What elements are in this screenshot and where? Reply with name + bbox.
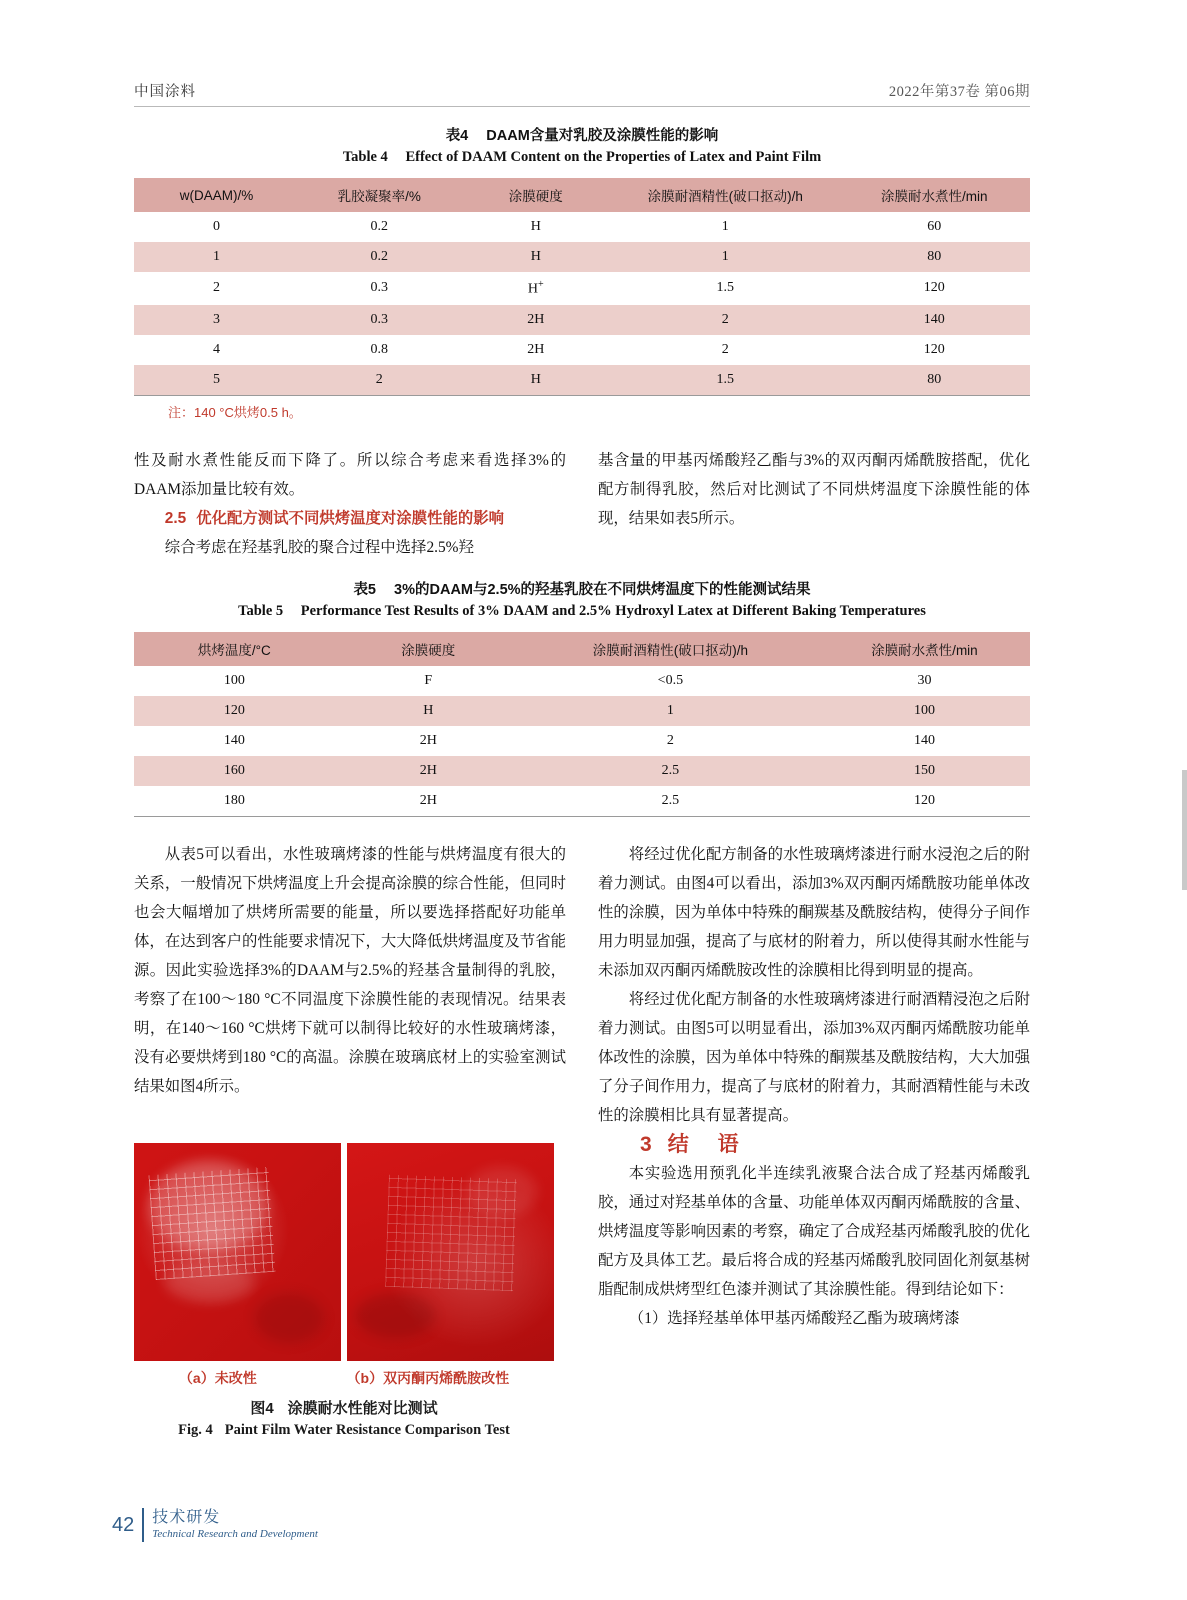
haze-blotch-a2 [164, 1263, 254, 1303]
figure-4-panel-labels [134, 1368, 554, 1388]
section-heading-2-5 [134, 504, 566, 533]
table4-r1-c4: 80 [839, 242, 1030, 272]
table4-r0-c1: 0.2 [370, 219, 389, 234]
left-column-upper [134, 446, 566, 562]
table4 [134, 178, 1030, 396]
table4-r2-c0: 2 [212, 280, 220, 296]
paragraph-left-bottom: 从表5可以看出，水性玻璃烤漆的性能与烘烤温度有很大的关系，一般情况下烘烤温度上升会提高涂膜的综合性能，但同时也会大幅增加了烘烤所需要的能量，所以要选择搭配好功能单体，在达到客户的性能要求情况下，大大降低烘烤温度及节省能源。因此实验选择3%的DAAM与2.5%的羟基含量制得的乳胶，考察了在100～180 °C不同温度下涂膜性能的表现情况。结果表明，在140～160 °C烘烤下就可以制得比较好的水性玻璃烤漆，没有必要烘烤到180 °C的高温。涂膜在玻璃底材上的实验室测试结果如图4所示。 [134, 846, 566, 1095]
table4-r0-c2: H [530, 219, 541, 234]
figure-4-panel-b [347, 1143, 554, 1361]
table4-r5-c4: 80 [839, 365, 1030, 396]
table4-block [134, 124, 1030, 421]
table5-r1-c1: H [335, 696, 522, 726]
table-row [134, 786, 1030, 817]
figure-4-caption-en-text: Paint Film Water Resistance Comparison Test [224, 1422, 510, 1438]
table4-r4-c1: 0.8 [370, 341, 389, 357]
table-row [134, 242, 1030, 272]
table5-r4-c0: 180 [134, 786, 335, 817]
table-row [134, 756, 1030, 786]
table5-col-2: 涂膜耐酒精性(破口抠动)/h [522, 632, 819, 666]
section-heading-3 [598, 1130, 1030, 1159]
table-row [134, 666, 1030, 696]
table4-r5-c0: 5 [134, 365, 299, 396]
haze-blotch-a3 [254, 1293, 324, 1343]
table-row [134, 212, 1030, 242]
table4-r0-c4: 60 [927, 219, 942, 234]
table-row [134, 726, 1030, 756]
table5-r4-c1: 2H [335, 786, 522, 817]
paragraph-right-2: 将经过优化配方制备的水性玻璃烤漆进行耐水浸泡之后的附着力测试。由图4可以看出，添加3%双丙酮丙烯酰胺功能单体改性的涂膜，因为单体中特殊的酮羰基及酰胺结构，使得分子间作用力明显加强，提高了与底材的附着力，所以使得其耐水性能与未添加双丙酮丙烯酰胺改性的涂膜相比得到明显的提高。 [598, 846, 1030, 979]
table4-r2-c2: H+ [527, 279, 544, 297]
table4-r4-c0: 4 [212, 341, 220, 357]
haze-blotch-b2 [467, 1167, 537, 1217]
table4-col-1: 乳胶凝聚率/% [299, 178, 460, 212]
table4-r3-c0: 3 [134, 305, 299, 335]
right-column-upper [598, 446, 1030, 533]
table-row [134, 272, 1030, 305]
table4-r2-c3: 1.5 [716, 280, 735, 296]
journal-name: 中国涂料 [134, 84, 196, 100]
table4-r5-c3: 1.5 [612, 365, 839, 396]
table4-caption-cn-text: DAAM含量对乳胶及涂膜性能的影响 [486, 128, 719, 144]
table4-caption-cn [134, 124, 1030, 145]
table5-r1-c3: 100 [819, 696, 1030, 726]
figure-4-label-b: （b）双丙酮丙烯酰胺改性 [346, 1370, 510, 1386]
table4-r2-c4: 120 [923, 280, 945, 296]
table-row [134, 696, 1030, 726]
table5-r2-c1: 2H [419, 733, 437, 748]
table5-col-3: 涂膜耐水煮性/min [819, 632, 1030, 666]
figure-4-image [134, 1143, 554, 1361]
table4-note: 注：140 °C烘烤0.5 h。 [168, 404, 302, 420]
table5-r2-c3: 140 [913, 733, 935, 748]
page-number: 42 [112, 1513, 135, 1536]
table4-r1-c1: 0.2 [299, 242, 460, 272]
table5-r4-c3: 120 [819, 786, 1030, 817]
table5-caption-cn-label: 表5 [353, 582, 377, 598]
table5-caption-en [134, 603, 1030, 620]
table5-caption-cn [134, 578, 1030, 599]
paragraph-right-3: 将经过优化配方制备的水性玻璃烤漆进行耐酒精浸泡之后附着力测试。由图5可以明显看出，添加3%双丙酮丙烯酰胺功能单体改性的涂膜，因为单体中特殊的酮羰基及酰胺结构，大大加强了分子间作用力，提高了与底材的附着力，其耐酒精性能与未改性的涂膜相比具有显著提高。 [598, 991, 1030, 1124]
table5-caption-cn-text: 3%的DAAM与2.5%的羟基乳胶在不同烘烤温度下的性能测试结果 [394, 582, 811, 598]
table4-r1-c3: 1 [612, 242, 839, 272]
haze-blotch-b1 [355, 1293, 435, 1338]
table5-r3-c1: 2H [335, 756, 522, 786]
table5-r3-c0: 160 [134, 756, 335, 786]
footer-section [152, 1509, 318, 1540]
table4-col-0: w(DAAM)/% [134, 178, 299, 212]
figure-4-caption-en [134, 1422, 554, 1439]
table4-r5-c1: 2 [299, 365, 460, 396]
figure-4-caption-cn-text: 涂膜耐水性能对比测试 [287, 1400, 438, 1417]
footer-divider [142, 1508, 144, 1542]
table5-r2-c2: 2 [666, 733, 674, 748]
section-3-title: 结 语 [667, 1133, 743, 1156]
figure-4-caption-cn-label: 图4 [250, 1400, 274, 1417]
section-2-5-number: 2.5 [164, 510, 187, 527]
figure-4-label-a: （a）未改性 [178, 1370, 257, 1386]
table4-r3-c3: 2 [612, 305, 839, 335]
table4-r0-c0: 0 [212, 219, 220, 234]
table4-caption-cn-label: 表4 [445, 128, 469, 144]
header-divider [134, 106, 1030, 107]
table-row [134, 305, 1030, 335]
right-column-lower [598, 840, 1030, 1333]
table5-r0-c0: 100 [223, 673, 245, 688]
page-footer [112, 1508, 318, 1542]
issue-info: 2022年第37卷 第06期 [888, 84, 1030, 100]
table5-header-row [134, 632, 1030, 666]
table4-r3-c1: 0.3 [299, 305, 460, 335]
footer-section-en: Technical Research and Development [152, 1527, 318, 1540]
table4-r1-c2: H [460, 242, 612, 272]
table4-caption-en-text: Effect of DAAM Content on the Properties of Latex and Paint Film [405, 149, 822, 165]
table4-r4-c3: 2 [721, 341, 729, 357]
table5 [134, 632, 1030, 817]
table5-col-1: 涂膜硬度 [335, 632, 522, 666]
table4-r0-c3: 1 [721, 219, 729, 234]
paragraph-left-top: 性及耐水煮性能反而下降了。所以综合考虑来看选择3%的DAAM添加量比较有效。 [134, 452, 566, 498]
table4-r4-c4: 120 [923, 341, 945, 357]
table4-col-4: 涂膜耐水煮性/min [839, 178, 1030, 212]
table-row [134, 335, 1030, 365]
table4-col-2: 涂膜硬度 [460, 178, 612, 212]
figure-4-caption-en-label: Fig. 4 [178, 1422, 213, 1438]
table4-r3-c4: 140 [839, 305, 1030, 335]
table5-r1-c2: 1 [522, 696, 819, 726]
section-2-5-title: 优化配方测试不同烘烤温度对涂膜性能的影响 [196, 510, 505, 527]
table4-r4-c2: 2H [527, 341, 545, 357]
table4-col-3: 涂膜耐酒精性(破口抠动)/h [612, 178, 839, 212]
table5-r3-c3: 150 [819, 756, 1030, 786]
table5-caption-en-label: Table 5 [238, 603, 284, 619]
table5-r3-c2: 2.5 [522, 756, 819, 786]
section-3-number: 3 [640, 1133, 652, 1156]
paragraph-left-top-2: 综合考虑在羟基乳胶的聚合过程中选择2.5%羟 [164, 539, 474, 556]
table5-caption-en-text: Performance Test Results of 3% DAAM and 2.5% Hydroxyl Latex at Different Baking Temperatures [300, 603, 926, 619]
table5-block [134, 578, 1030, 817]
table4-header-row [134, 178, 1030, 212]
left-column-lower [134, 840, 566, 1101]
paragraph-right-top: 基含量的甲基丙烯酸羟乙酯与3%的双丙酮丙烯酰胺搭配，优化配方制得乳胶，然后对比测试了不同烘烤温度下涂膜性能的体现，结果如表5所示。 [598, 452, 1030, 527]
table5-r2-c0: 140 [223, 733, 245, 748]
figure-4-caption-cn [134, 1397, 554, 1418]
page-header [134, 80, 1030, 101]
table4-r2-c1: 0.3 [370, 280, 389, 296]
haze-blotch-a1 [148, 1161, 268, 1251]
table4-r5-c2: H [460, 365, 612, 396]
table-row [134, 365, 1030, 396]
table4-r1-c0: 1 [134, 242, 299, 272]
table4-caption-en-label: Table 4 [342, 149, 388, 165]
paragraph-right-5: （1）选择羟基单体甲基丙烯酸羟乙酯为玻璃烤漆 [628, 1310, 960, 1327]
table5-r0-c1: F [424, 673, 433, 688]
figure-4-panel-a [134, 1143, 341, 1361]
paragraph-right-4: 本实验选用预乳化半连续乳液聚合法合成了羟基丙烯酸乳胶，通过对羟基单体的含量、功能单体双丙酮丙烯酰胺的含量、烘烤温度等影响因素的考察，确定了合成羟基丙烯酸乳胶的优化配方及具体工艺。最后将合成的羟基丙烯酸乳胶同固化剂氨基树脂配制成烘烤型红色漆并测试了其涂膜性能。得到结论如下： [598, 1165, 1030, 1298]
footer-section-cn: 技术研发 [152, 1509, 221, 1527]
table4-r3-c2: 2H [460, 305, 612, 335]
table5-r0-c3: 30 [917, 673, 932, 688]
table5-r1-c0: 120 [134, 696, 335, 726]
page-edge-marker [1182, 770, 1187, 890]
table5-col-0: 烘烤温度/°C [134, 632, 335, 666]
table5-r0-c2: <0.5 [657, 673, 684, 688]
table4-caption-en [134, 149, 1030, 166]
table5-r4-c2: 2.5 [522, 786, 819, 817]
